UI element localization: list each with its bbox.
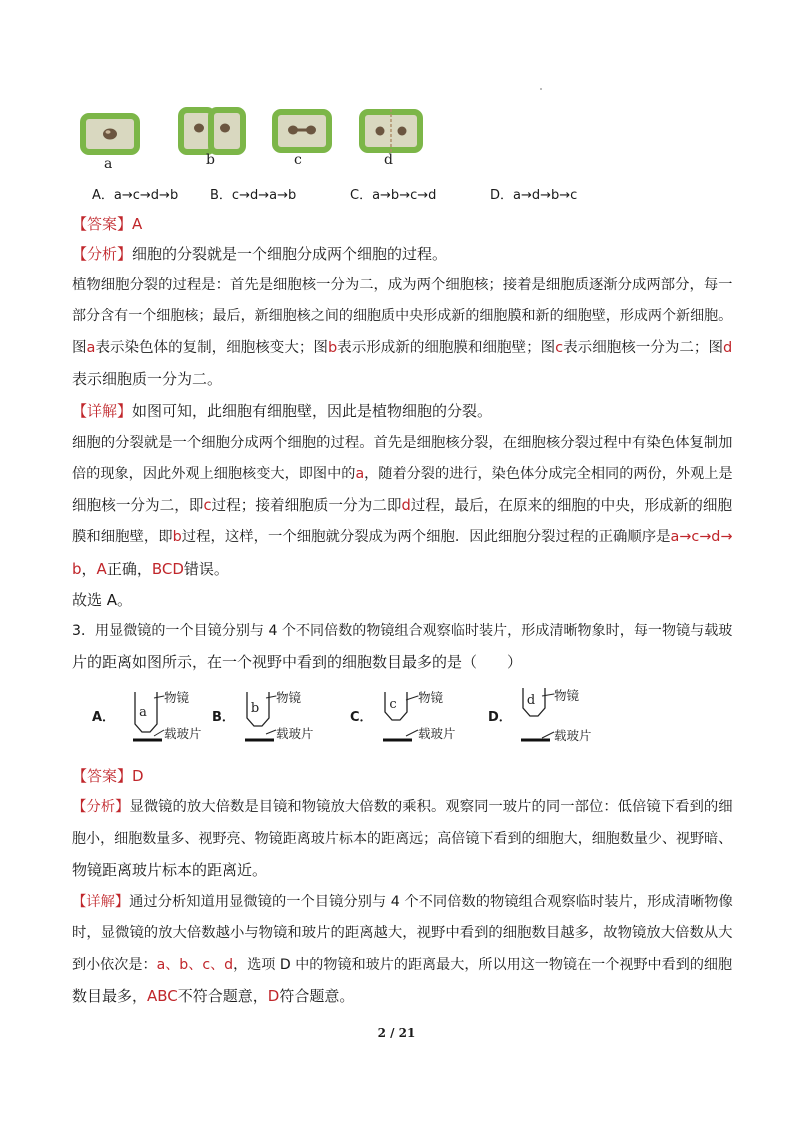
q2-detail-line6: b，A正确，BCD错误。 — [72, 560, 229, 578]
lens-letter-a: a — [139, 705, 147, 720]
q3-option-b: B． b 物镜 载玻片 — [212, 686, 332, 750]
q2-conclusion: 故选 A。 — [72, 591, 133, 609]
scan-speck — [540, 88, 542, 90]
q3-detail-line2: 时，显微镜的放大倍数越小与物镜和玻片的距离越大，视野中看到的细胞数目越多，故物镜放大倍数从大 — [72, 925, 733, 941]
q3-option-d: D． d 物镜 载玻片 — [488, 686, 618, 750]
option-d: D．a→d→b→c — [490, 188, 578, 203]
q3-detail-line4: 数目最多，ABC不符合题意，D符合题意。 — [72, 987, 355, 1005]
q3-answer: 【答案】D — [72, 767, 144, 785]
q2-analysis-line1: 【分析】细胞的分裂就是一个细胞分成两个细胞的过程。 — [72, 245, 448, 263]
q2-answer: 【答案】A — [72, 215, 143, 233]
q3-detail-line3: 到小依次是：a、b、c、d，选项 D 中的物镜和玻片的距离最大，所以用这一物镜在一个视野中看到的细胞 — [72, 957, 733, 973]
q3-stem-line1: 3．用显微镜的一个目镜分别与 4 个不同倍数的物镜组合观察临时装片，形成清晰物象时，每一物镜与载玻 — [72, 623, 733, 639]
q2-analysis-line4: 图a表示染色体的复制，细胞核变大；图b表示形成新的细胞膜和细胞壁；图c表示细胞核一分为二；图d — [72, 340, 733, 356]
option-b: B．c→d→a→b — [210, 188, 297, 203]
cell-label-b: b — [206, 152, 215, 168]
lens-letter-b: b — [250, 701, 260, 716]
lens-letter-c: c — [389, 697, 397, 712]
cell-c — [275, 112, 329, 150]
option-c: C．a→b→c→d — [350, 188, 437, 203]
q2-detail-line4: 细胞核一分为二，即c过程；接着细胞质一分为二即d过程，最后，在原来的细胞的中央，形成新的细胞 — [72, 497, 733, 514]
cell-d — [362, 109, 420, 153]
q2-analysis-line3: 部分含有一个细胞核；最后，新细胞核之间的细胞质中央形成新的细胞膜和新的细胞壁，形成两个新细胞。 — [72, 308, 733, 324]
cell-a — [83, 116, 137, 152]
q3-analysis-line2: 胞小，细胞数量多、视野亮、物镜距离玻片标本的距离远；高倍镜下看到的细胞大，细胞数量少、视野暗、 — [72, 831, 733, 847]
q2-analysis-line5: 表示细胞质一分为二。 — [72, 370, 223, 388]
page-number: 2 / 21 — [377, 1026, 416, 1040]
q3-option-a: A． a 物镜 载玻片 — [92, 686, 212, 750]
q2-detail-line2: 细胞的分裂就是一个细胞分成两个细胞的过程。首先是细胞核分裂，在细胞核分裂过程中有染色体复制加 — [72, 435, 733, 451]
lens-letter-d: d — [526, 693, 536, 708]
q2-detail-line3: 倍的现象，因此外观上细胞核变大，即图中的a，随着分裂的进行，染色体分成完全相同的两份，外观上是 — [72, 466, 733, 482]
q2-detail-line1: 【详解】如图可知，此细胞有细胞壁，因此是植物细胞的分裂。 — [72, 402, 493, 420]
q3-analysis-line3: 物镜距离玻片标本的距离近。 — [72, 861, 268, 879]
q2-analysis-line2: 植物细胞分裂的过程是：首先是细胞核一分为二，成为两个细胞核；接着是细胞质逐渐分成两部分，每一 — [72, 277, 733, 293]
q3-analysis-line1: 【分析】显微镜的放大倍数是目镜和物镜放大倍数的乘积。观察同一玻片的同一部位：低倍镜下看到的细 — [72, 799, 733, 815]
cell-label-a: a — [104, 156, 113, 172]
cell-label-c: c — [294, 152, 302, 168]
q3-stem-line2: 片的距离如图所示，在一个视野中看到的细胞数目最多的是（ ） — [72, 653, 523, 671]
cell-label-d: d — [384, 152, 393, 168]
cell-b — [181, 110, 243, 152]
option-a: A．a→c→d→b — [92, 188, 179, 203]
q3-option-c: C． c 物镜 载玻片 — [350, 686, 480, 750]
q3-detail-line1: 【详解】通过分析知道用显微镜的一个目镜分别与 4 个不同倍数的物镜组合观察临时装片，形成清晰物像 — [72, 894, 733, 910]
q2-detail-line5: 膜和细胞壁，即b过程，这样，一个细胞就分裂成为两个细胞．因此细胞分裂过程的正确顺序是a→c→d→ — [72, 529, 733, 545]
